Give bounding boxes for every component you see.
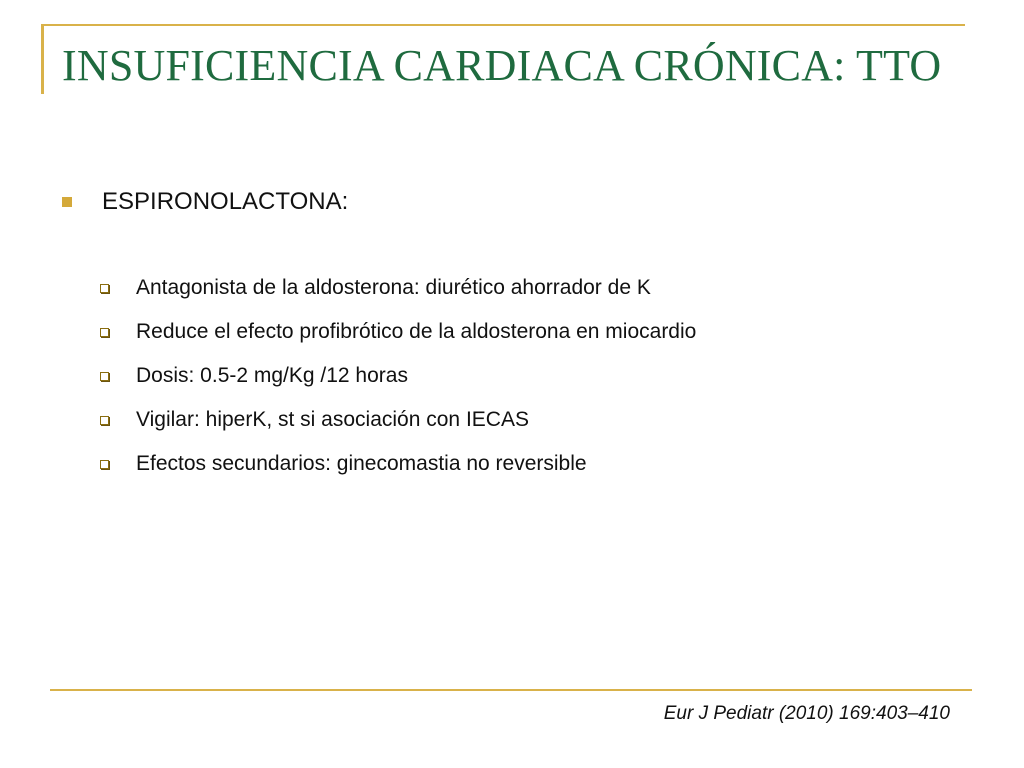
hollow-square-bullet-icon <box>100 328 109 337</box>
main-bullet-text: ESPIRONOLACTONA: <box>102 188 349 215</box>
sub-bullet-text: Reduce el efecto profibrótico de la aldosterona en miocardio <box>136 320 697 343</box>
main-bullet <box>62 188 348 216</box>
hollow-square-bullet-icon <box>100 284 109 293</box>
citation-reference: Eur J Pediatr (2010) 169:403–410 <box>663 703 950 724</box>
sub-bullet-list <box>100 266 696 486</box>
title-frame-horizontal-line <box>41 24 965 26</box>
sub-bullet-text: Antagonista de la aldosterona: diurético ahorrador de K <box>136 276 651 299</box>
hollow-square-bullet-icon <box>100 460 109 469</box>
sub-bullet-text: Efectos secundarios: ginecomastia no reversible <box>136 452 587 475</box>
sub-bullet-item <box>100 398 696 442</box>
sub-bullet-item <box>100 354 696 398</box>
sub-bullet-text: Dosis: 0.5-2 mg/Kg /12 horas <box>136 364 408 387</box>
sub-bullet-item <box>100 310 696 354</box>
hollow-square-bullet-icon <box>100 416 109 425</box>
title-frame-vertical-line <box>41 24 44 94</box>
sub-bullet-text: Vigilar: hiperK, st si asociación con IECAS <box>136 408 529 431</box>
sub-bullet-item <box>100 442 696 486</box>
hollow-square-bullet-icon <box>100 372 109 381</box>
slide-title: INSUFICIENCIA CARDIACA CRÓNICA: TTO <box>62 41 942 90</box>
footer-divider <box>50 689 972 691</box>
sub-bullet-item <box>100 266 696 310</box>
filled-square-bullet-icon <box>62 197 72 207</box>
